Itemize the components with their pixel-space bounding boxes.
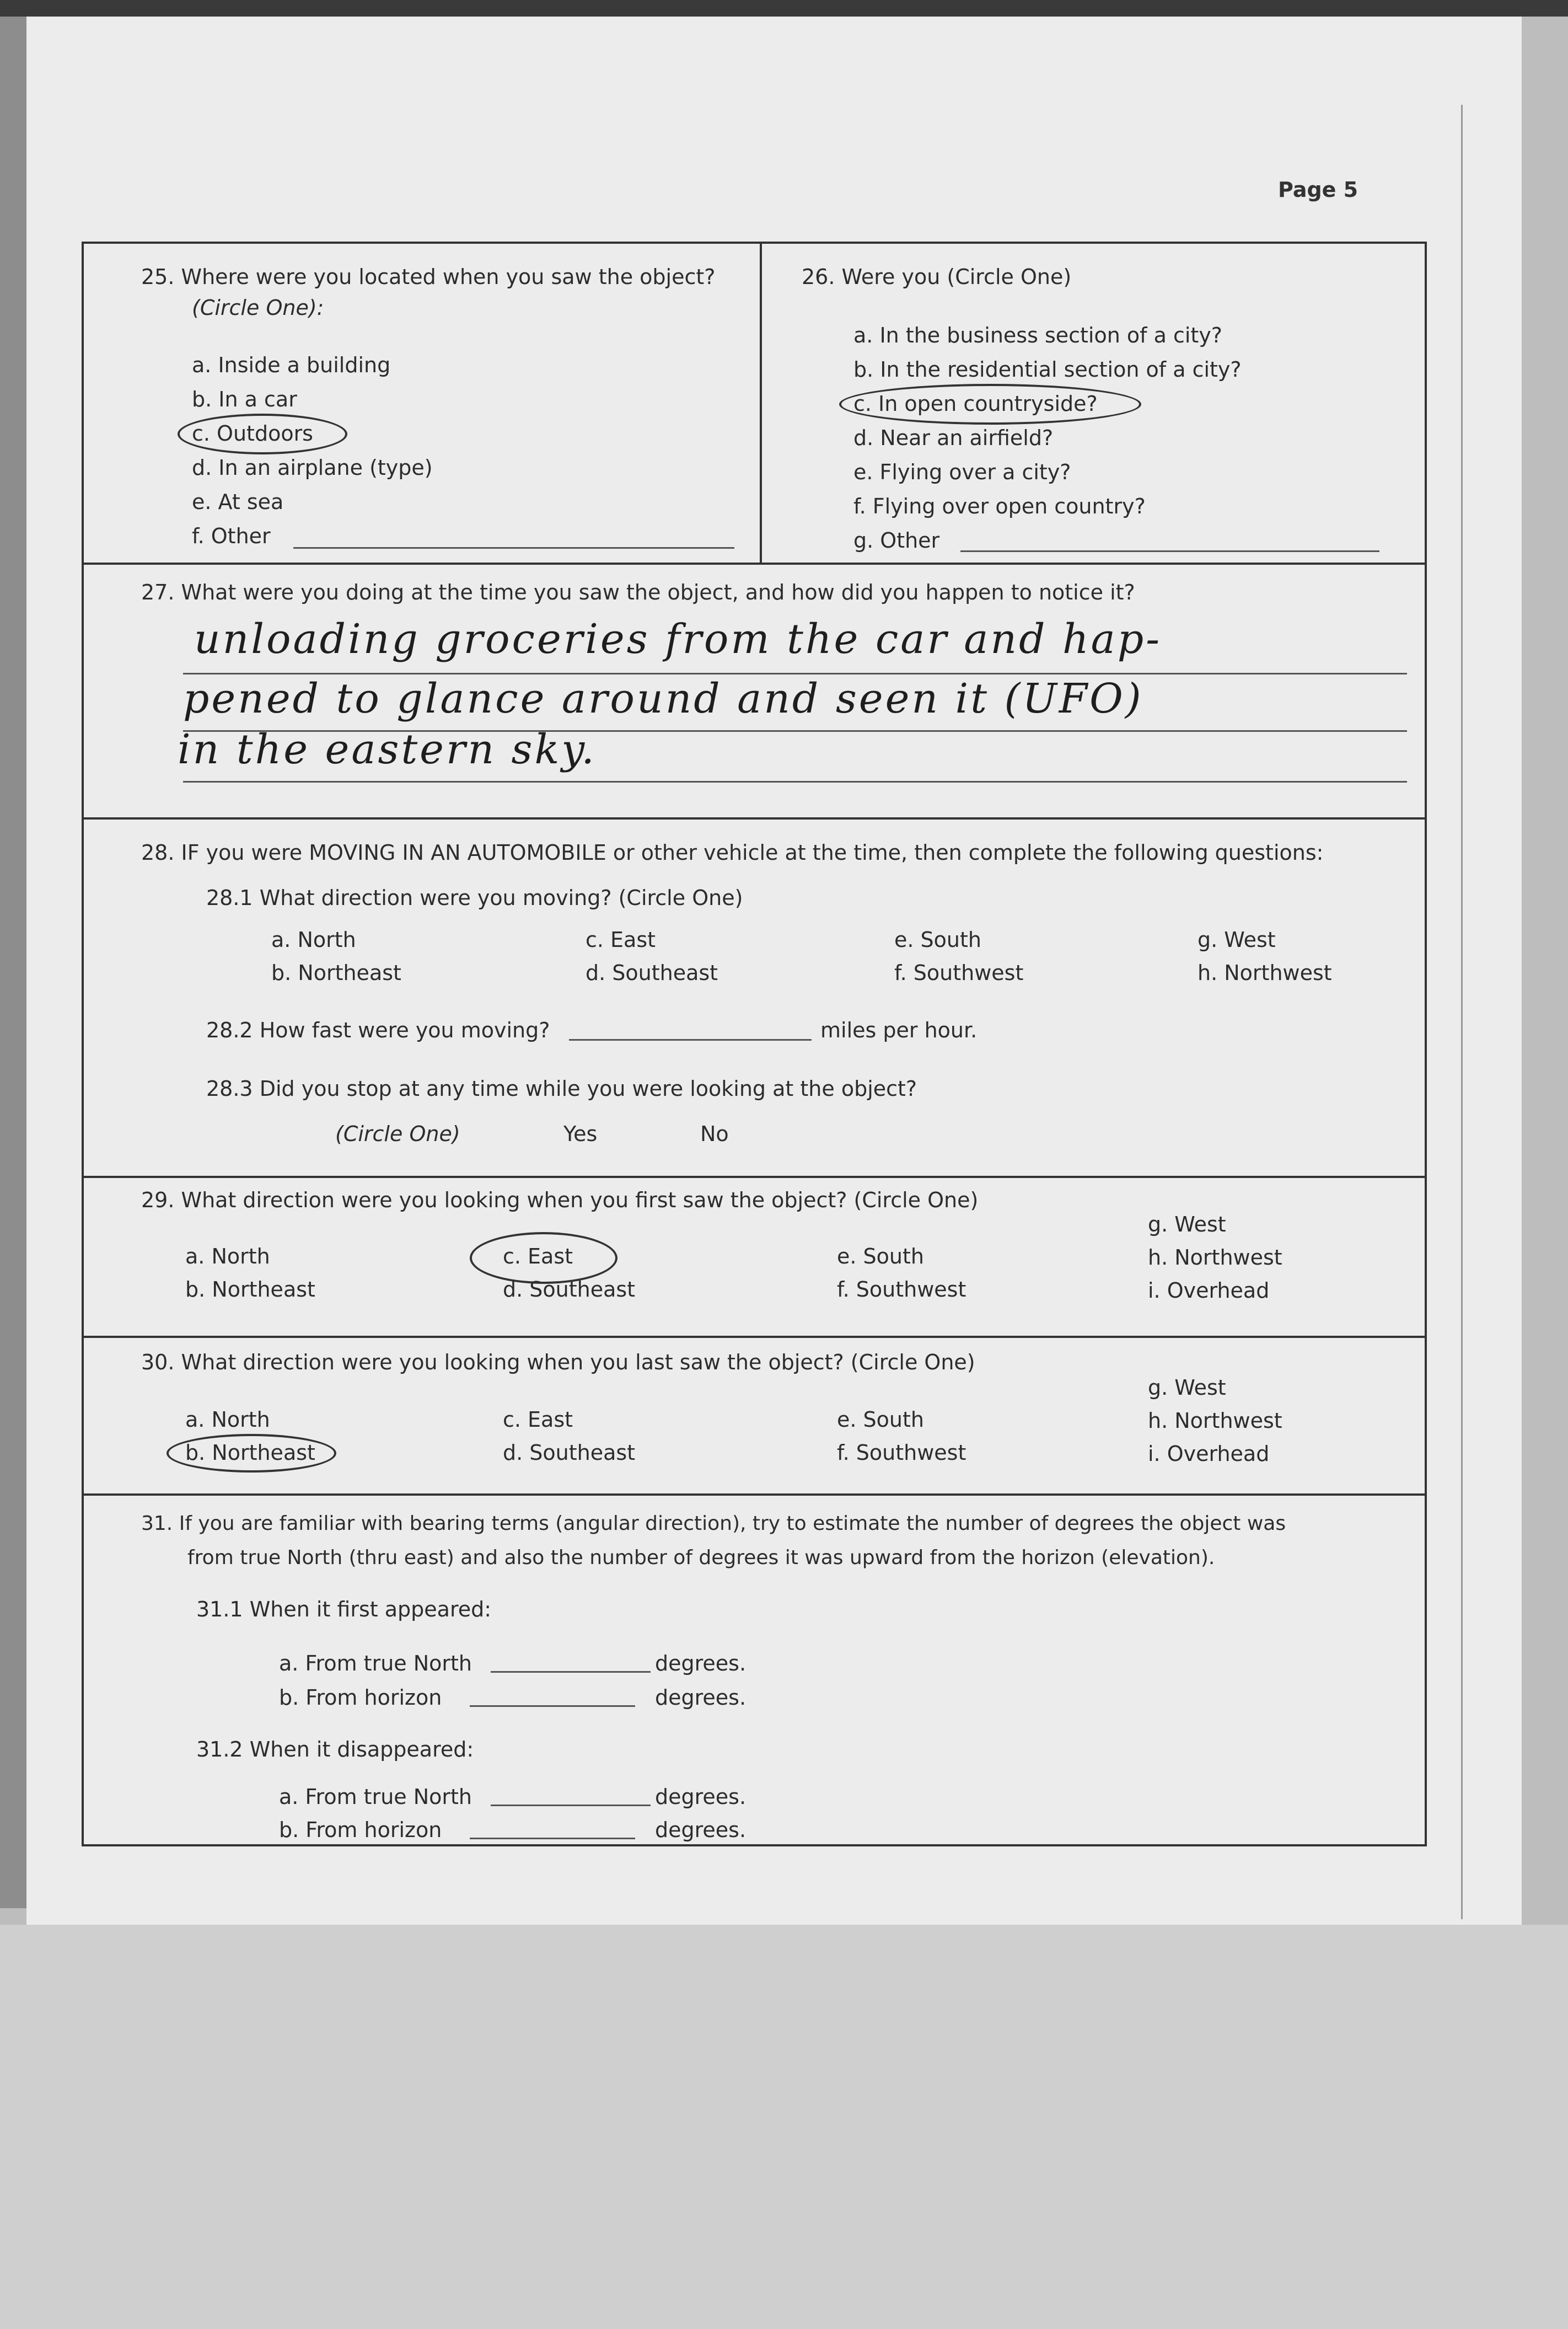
row-q29 — [84, 1178, 1425, 1338]
q27-rule-3 — [183, 781, 1407, 783]
q28-dir-g[interactable]: g. West — [1198, 928, 1276, 952]
q26-option-a[interactable]: a. In the business section of a city? — [853, 323, 1222, 347]
row-q25-q26 — [84, 244, 1425, 565]
q30-option-a[interactable]: a. North — [185, 1407, 270, 1432]
q28-dir-b[interactable]: b. Northeast — [271, 961, 401, 985]
q28-2-speed-blank[interactable] — [569, 1039, 812, 1041]
q30-title: 30. What direction were you looking when you last saw the object? (Circle One) — [141, 1350, 975, 1374]
q25-selection-circle — [178, 414, 347, 454]
q25-option-a[interactable]: a. Inside a building — [192, 353, 391, 377]
q25-option-c[interactable]: c. Outdoors — [192, 421, 313, 446]
q31-2-label: 31.2 When it disappeared: — [196, 1737, 474, 1762]
q27-rule-1 — [183, 673, 1407, 674]
q27-answer-line-1: unloading groceries from the car and hap- — [194, 615, 1162, 663]
q30-option-i[interactable]: i. Overhead — [1148, 1442, 1270, 1466]
q29-selection-circle — [470, 1232, 617, 1284]
q28-dir-a[interactable]: a. North — [271, 928, 356, 952]
q26-option-g[interactable]: g. Other — [853, 528, 940, 553]
q25-option-e[interactable]: e. At sea — [192, 490, 284, 514]
q28-dir-e[interactable]: e. South — [894, 928, 981, 952]
q31-2-north-deg: degrees. — [655, 1785, 747, 1809]
q28-3-yes[interactable]: Yes — [563, 1122, 598, 1146]
q28-title: 28. IF you were MOVING IN AN AUTOMOBILE or other vehicle at the time, then complete the following questions: — [141, 840, 1324, 865]
q29-option-c[interactable]: c. East — [503, 1244, 573, 1268]
q28-3-question: 28.3 Did you stop at any time while you were looking at the object? — [206, 1077, 917, 1101]
q29-option-h[interactable]: h. Northwest — [1148, 1245, 1282, 1270]
q31-1-label: 31.1 When it first appeared: — [196, 1597, 492, 1621]
q30-selection-circle — [167, 1434, 336, 1473]
q27-title: 27. What were you doing at the time you saw the object, and how did you happen to notice it? — [141, 580, 1135, 604]
q31-2-north-blank[interactable] — [491, 1805, 651, 1806]
q30-option-c[interactable]: c. East — [503, 1407, 573, 1432]
q25-option-d[interactable]: d. In an airplane (type) — [192, 456, 433, 480]
q29-option-d[interactable]: d. Southeast — [503, 1277, 636, 1302]
q28-dir-h[interactable]: h. Northwest — [1198, 961, 1332, 985]
q31-title-line-2: from true North (thru east) and also the number of degrees it was upward from the horizon (elevation). — [187, 1546, 1215, 1569]
q29-option-b[interactable]: b. Northeast — [185, 1277, 315, 1302]
q31-2-horizon-label: b. From horizon — [279, 1818, 442, 1842]
q27-answer-line-3: in the eastern sky. — [178, 726, 597, 773]
q31-1-north-blank[interactable] — [491, 1671, 651, 1673]
q29-option-a[interactable]: a. North — [185, 1244, 270, 1268]
q29-option-i[interactable]: i. Overhead — [1148, 1278, 1270, 1303]
q31-1-north-label: a. From true North — [279, 1651, 472, 1675]
q25-option-f[interactable]: f. Other — [192, 524, 271, 548]
q28-dir-d[interactable]: d. Southeast — [586, 961, 718, 985]
q29-option-g[interactable]: g. West — [1148, 1212, 1226, 1236]
q28-3-hint: (Circle One) — [335, 1122, 460, 1146]
q29-option-f[interactable]: f. Southwest — [837, 1277, 966, 1302]
row-q31 — [84, 1496, 1425, 1844]
q30-option-e[interactable]: e. South — [837, 1407, 924, 1432]
q25-option-b[interactable]: b. In a car — [192, 387, 297, 411]
q26-option-d[interactable]: d. Near an airfield? — [853, 426, 1054, 450]
q28-dir-c[interactable]: c. East — [586, 928, 656, 952]
page-edge-line — [1461, 105, 1463, 1919]
q25-hint: (Circle One): — [192, 296, 324, 320]
column-divider — [760, 244, 762, 563]
row-q28 — [84, 820, 1425, 1178]
q31-2-horizon-deg: degrees. — [655, 1818, 747, 1842]
q30-option-d[interactable]: d. Southeast — [503, 1441, 636, 1465]
q26-option-b[interactable]: b. In the residential section of a city? — [853, 357, 1242, 382]
q31-1-horizon-deg: degrees. — [655, 1685, 747, 1710]
scan-left-band — [0, 17, 26, 1908]
q29-option-e[interactable]: e. South — [837, 1244, 924, 1268]
q30-option-f[interactable]: f. Southwest — [837, 1441, 966, 1465]
q26-option-f[interactable]: f. Flying over open country? — [853, 494, 1146, 518]
q31-2-north-label: a. From true North — [279, 1785, 472, 1809]
row-q27 — [84, 565, 1425, 820]
q28-1-question: 28.1 What direction were you moving? (Circle One) — [206, 886, 743, 910]
q30-option-h[interactable]: h. Northwest — [1148, 1409, 1282, 1433]
q31-2-horizon-blank[interactable] — [470, 1838, 635, 1839]
q25-other-line — [293, 547, 734, 549]
questionnaire-form — [82, 242, 1427, 1846]
q28-2-label: 28.2 How fast were you moving? — [206, 1018, 550, 1042]
row-q30 — [84, 1338, 1425, 1496]
q28-dir-f[interactable]: f. Southwest — [894, 961, 1024, 985]
q26-selection-circle — [839, 384, 1141, 425]
scan-top-band — [0, 0, 1568, 17]
q26-option-c[interactable]: c. In open countryside? — [853, 392, 1098, 416]
q28-3-no[interactable]: No — [700, 1122, 729, 1146]
q30-option-b[interactable]: b. Northeast — [185, 1441, 315, 1465]
page-number: Page 5 — [1278, 178, 1358, 202]
q28-2-unit: miles per hour. — [820, 1018, 978, 1042]
q27-answer-line-2: pened to glance around and seen it (UFO) — [183, 675, 1143, 722]
q25-title: 25. Where were you located when you saw the object? — [141, 265, 716, 289]
q29-title: 29. What direction were you looking when you first saw the object? (Circle One) — [141, 1188, 979, 1212]
q26-title: 26. Were you (Circle One) — [802, 265, 1072, 289]
scan-background — [0, 1925, 1568, 2329]
q31-title-line-1: 31. If you are familiar with bearing terms (angular direction), try to estimate the number of degrees the object was — [141, 1512, 1286, 1535]
q26-option-e[interactable]: e. Flying over a city? — [853, 460, 1071, 484]
q31-1-north-deg: degrees. — [655, 1651, 747, 1675]
q30-option-g[interactable]: g. West — [1148, 1375, 1226, 1400]
q26-other-line — [960, 550, 1379, 552]
q31-1-horizon-blank[interactable] — [470, 1705, 635, 1707]
q31-1-horizon-label: b. From horizon — [279, 1685, 442, 1710]
